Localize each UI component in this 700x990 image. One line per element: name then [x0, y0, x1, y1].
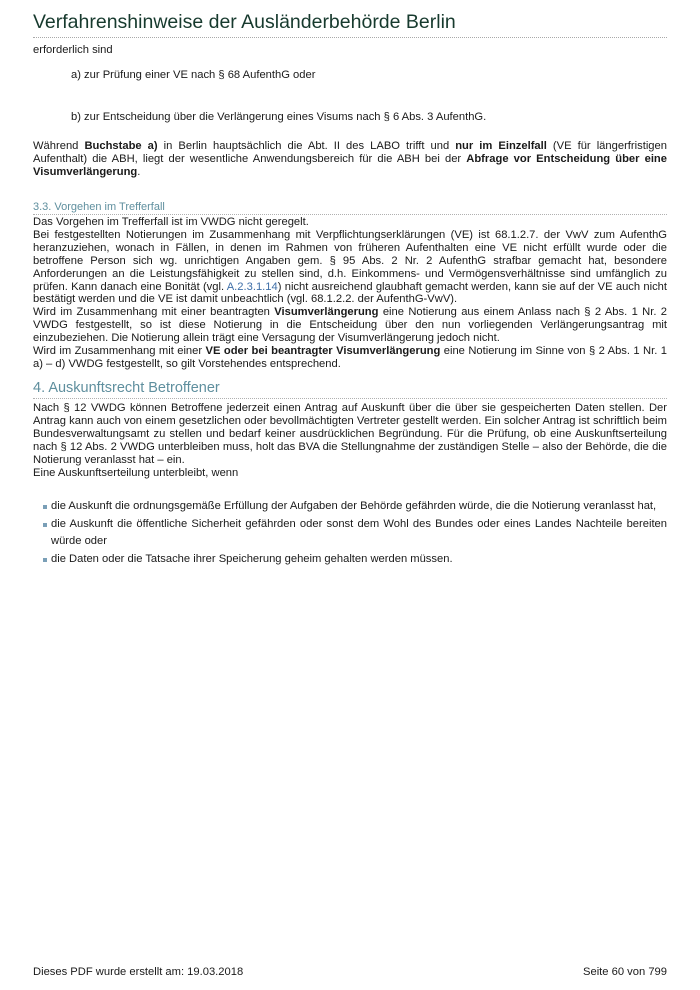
footer-created-date: Dieses PDF wurde erstellt am: 19.03.2018 — [33, 966, 244, 978]
section-4-p2: Eine Auskunftserteilung unterbleibt, wenn — [33, 466, 239, 479]
footer-page-number: Seite 60 von 799 — [583, 966, 667, 978]
intro-bold-2: nur im Einzelfall — [455, 140, 547, 152]
intro-text-1: Während — [33, 140, 85, 152]
p2-text-1: Bei festgestellten Notierungen im Zusammenhang mit Verpflichtungserklärungen (VE) ist 68.1.2.7. der VwV zum AufenthG heranzuziehen, wonach in Fällen, in denen im Rahmen von früheren Aufenthalten eine VE nicht erfüllt wurde oder die betroffene Person sich wg. unrichtigen Angaben gem. § 95 Abs. 2 Nr. 2 AufenthG strafbar gemacht hat, besondere Anforderungen an die Leistungsfähigkeit zu stellen sind, d.h. Einkommens- und Vermögensverhältnisse sind umfänglich zu prüfen. Kann danach eine Bonität (vgl. — [33, 228, 667, 293]
square-bullet-icon — [43, 523, 47, 527]
section-3-3-divider — [33, 214, 667, 215]
section-4-divider — [33, 398, 667, 399]
intro-text-3: (VE für längerfristigen Aufenthalt) die ABH, liegt der wesentliche Anwendungsbereich für die ABH bei der — [33, 140, 667, 165]
list-item — [43, 551, 667, 569]
page-title: Verfahrenshinweise der Ausländerbehörde Berlin — [33, 11, 456, 33]
reference-link[interactable]: A.2.3.1.14 — [226, 280, 278, 293]
section-4-p1: Nach § 12 VWDG können Betroffene jederzeit einen Antrag auf Auskunft über die über sie gespeicherten Daten stellen. Der Antrag kann auch von einem gesetzlichen oder bevollmächtigten Vertreter gestellt werden. Ein solcher Antrag ist schriftlich beim Bundesverwaltungsamt zu stellen und bedarf keiner ausdrücklichen Begründung. Für die Prüfung, ob eine Auskunftserteilung nach § 12 Abs. 2 VWDG unterbleiben muss, holt das BVA die Stellungnahme der zuständigen Stelle – also der Behörde, die die Notierung veranlasst hat – ein. — [33, 402, 667, 466]
intro-text-4: . — [137, 165, 141, 178]
intro-item-a: a) zur Prüfung einer VE nach § 68 AufenthG oder — [71, 69, 316, 81]
p4-text-2: eine Notierung im Sinne von § 2 Abs. 1 Nr. 1 a) – d) VWDG festgestellt, so gilt Vorstehendes entsprechend. — [33, 345, 667, 370]
section-3-3-p1: Das Vorgehen im Trefferfall ist im VWDG nicht geregelt. — [33, 216, 309, 228]
section-3-3-p3 — [33, 306, 667, 345]
intro-bold-1: Buchstabe a) — [84, 140, 158, 152]
intro-paragraph — [33, 140, 667, 179]
section-3-3-p2 — [33, 229, 667, 306]
list-item-text: die Daten oder die Tatsache ihrer Speicherung geheim gehalten werden müssen. — [51, 552, 453, 565]
title-divider — [33, 37, 667, 38]
section-3-3-heading: 3.3. Vorgehen im Trefferfall — [33, 201, 165, 213]
list-item — [43, 498, 667, 516]
square-bullet-icon — [43, 558, 47, 562]
p2-text-2: ) nicht ausreichend glaubhaft gemacht werden, kann sie auf der VE auch nicht bestätigt werden und die VE ist damit unbeachtlich (vgl. 68.1.2.2. der AufenthG-VwV). — [33, 280, 667, 306]
section-3-3-body — [33, 216, 667, 371]
p3-bold-1: Visumverlängerung — [274, 306, 379, 319]
p4-bold-1: VE oder bei beantragter Visumverlängerung — [205, 345, 441, 358]
section-4-heading: 4. Auskunftsrecht Betroffener — [33, 380, 220, 396]
intro-continuation: erforderlich sind — [33, 44, 113, 56]
list-item-text: die Auskunft die öffentliche Sicherheit gefährden oder sonst dem Wohl des Bundes oder eines Landes Nachteile bereiten würde oder — [51, 517, 667, 548]
intro-bold-3: Abfrage vor Entscheidung über eine Visumverlängerung — [33, 152, 667, 178]
square-bullet-icon — [43, 505, 47, 509]
p3-text-1: Wird im Zusammenhang mit einer beantragten — [33, 306, 275, 319]
bullet-list — [43, 498, 667, 568]
section-3-3-p4 — [33, 345, 667, 371]
intro-text-2: in Berlin hauptsächlich die Abt. II des LABO trifft und — [157, 140, 456, 152]
p4-text-1: Wird im Zusammenhang mit einer — [33, 345, 206, 358]
list-item-text: die Auskunft die ordnungsgemäße Erfüllung der Aufgaben der Behörde gefährden würde, die die Notierung veranlasst hat, — [51, 500, 657, 512]
section-4-body — [33, 402, 667, 479]
document-page — [33, 0, 667, 990]
list-item — [43, 516, 667, 551]
intro-item-b: b) zur Entscheidung über die Verlängerung eines Visums nach § 6 Abs. 3 AufenthG. — [71, 111, 487, 123]
p3-text-2: eine Notierung aus einem Anlass nach § 2 Abs. 1 Nr. 2 VWDG festgestellt, so ist diese Notierung in die Entscheidung über den nun vorliegenden Verlängerungsantrag mit einzubeziehen. Die Notierung allein trägt eine Versagung der Visumverlängerung jedoch nicht. — [33, 306, 667, 345]
